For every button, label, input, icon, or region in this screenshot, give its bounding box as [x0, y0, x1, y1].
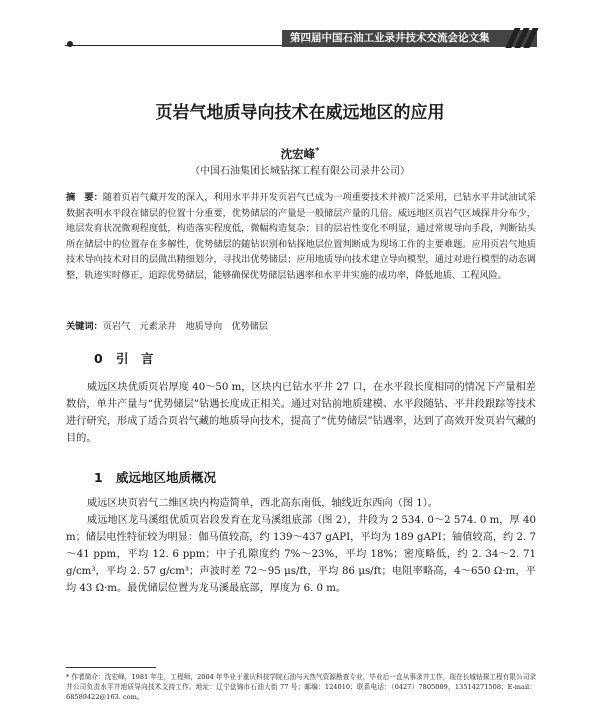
affiliation: （中国石油集团长城钻探工程有限公司录井公司） [190, 166, 410, 177]
keywords [66, 318, 536, 332]
keywords-label: 关键词： [66, 321, 103, 332]
paragraph: 威远区块优质页岩厚度 40～50 m，区块内已钻水平井 27 口，在水平段长度相同的情况下产量相差数倍，单井产量与“优势储层”钻遇长度成正相关。通过对钻前地质建模、水平段随钻、平井段跟踪等技术进行研究，形成了适合页岩气藏的地质导向技术，提高了“优势储层”钻遇率，达到了高效开发页岩气藏的目的。 [66, 382, 536, 444]
section-title: 引 言 [116, 351, 154, 366]
section-body [66, 379, 536, 447]
abstract-text: 随着页岩气藏开发的深入，利用水平井开发页岩气已成为一项重要技术并被广泛采用，已钻水平井试油试采数据表明水平段在储层的位置十分重要，优势储层的产量是一般储层产量的几倍。威远地区页岩气区域探井分布少，地层发育状况微观程度低，构造落实程度低，微幅构造复杂；目的层岩性变化不明显，通过常规导向手段，判断钻头所在储层中的位置存在多解性，优势储层的随钻识别和钻探地层位置判断成为现场工作的主要难题。应用页岩气地质技术导向技术对目的层做出精细划分，寻找出优势储层；应用地质导向技术建立导向模型，通过对进行模型的动态调整，轨迹实时修正，追踪优势储层，能够确保优势储层钻遇率和水平井实施的成功率，降低地质、工程风险。 [66, 192, 537, 281]
header-bullet [67, 41, 73, 47]
abstract [66, 190, 536, 283]
footnote-rule [66, 667, 156, 668]
abstract-label: 摘 要： [66, 192, 103, 203]
section-heading [94, 349, 154, 367]
author-footnote-mark: * [315, 145, 320, 155]
author-line [0, 145, 600, 162]
running-header: 第四届中国石油工业录井技术交流会论文集 [290, 32, 490, 44]
section-body [66, 495, 536, 597]
paragraph: 威远区块页岩气二维区块内构造简单，西北高东南低，轴线近东西向（图 1）。 [87, 498, 438, 509]
author-name: 沈宏峰 [280, 146, 316, 161]
section-heading [94, 468, 216, 486]
section-number: 0 [94, 351, 103, 366]
keywords-text: 页岩气 元素录井 地质导向 优势储层 [102, 321, 269, 332]
section-title: 威远地区地质概况 [116, 470, 217, 485]
paper-title: 页岩气地质导向技术在威远地区的应用 [155, 103, 445, 123]
footnote: * 作者简介：沈宏峰，1981 年生，工程师，2004 年毕业于重庆科技学院石油与天然气资源勘查专业，毕业后一直从事录井工作，现在长城钻探工程有限公司录井公司负责水平井地质导向技术支持工作。地址：辽宁盘锦市石油大街 77 号；邮编：124010；联系电话：（0427）7805089，13514271508；E-mail：68589422@163. com。 [66, 673, 536, 701]
paragraph: 威远地区龙马溪组优质页岩段发育在龙马溪组底部（图 2），井段为 2 534. 0～2 574. 0 m，厚 40 m；储层电性特征较为明显：伽马值较高，约 139～437 gAPI，平均为 189 gAPI；铀值较高，约 2. 7～41 ppm，平均 12. 6 ppm；中子孔隙度约 7%～23%，平均 18%；密度略低，约 2. 34～2. 71 g/cm³，平均 2. 57 g/cm³；声波时差 72～95 μs/ft，平均 86 μs/ft；电阻率略高，4～650 Ω·m，平均 43 Ω·m。最优储层位置为龙马溪最底部，厚度为 6. 0 m。 [66, 515, 536, 594]
section-number: 1 [94, 470, 103, 485]
